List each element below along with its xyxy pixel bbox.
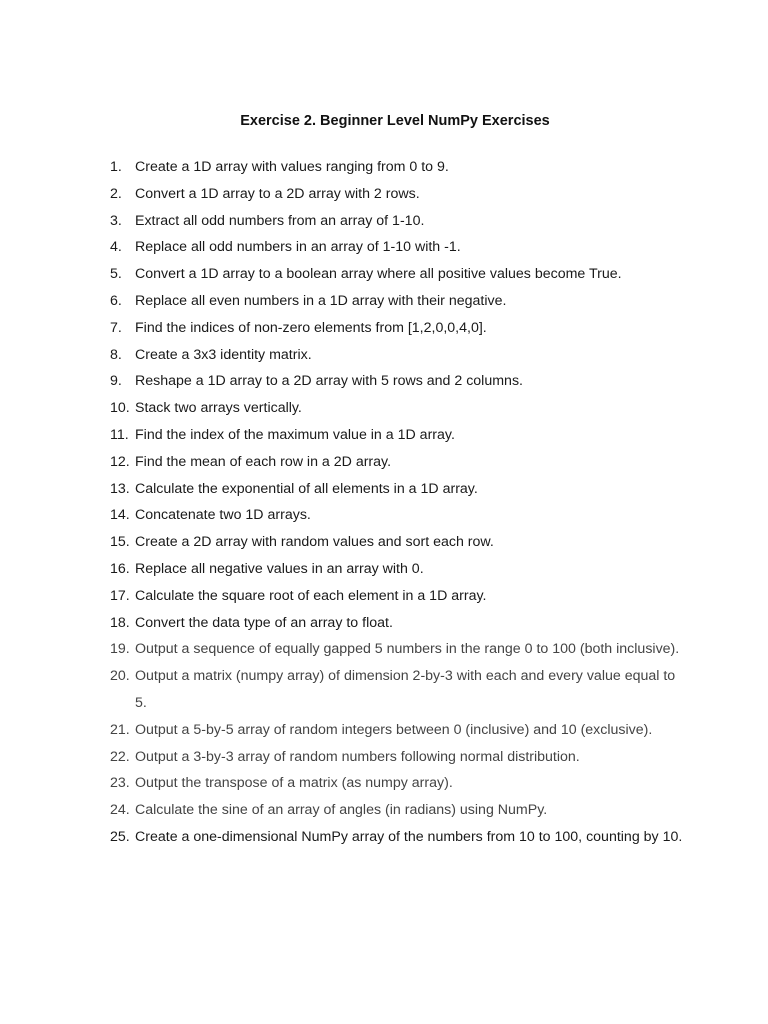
item-number: 24. (110, 802, 130, 819)
item-text: Reshape a 1D array to a 2D array with 5 rows and 2 columns. (135, 373, 523, 390)
item-text: Replace all even numbers in a 1D array with their negative. (135, 292, 507, 309)
list-item (110, 610, 690, 637)
item-number: 16. (110, 560, 130, 577)
item-text: Output the transpose of a matrix (as numpy array). (135, 775, 453, 792)
item-text: Output a sequence of equally gapped 5 numbers in the range 0 to 100 (both inclusive). (135, 641, 680, 658)
list-item (110, 315, 690, 342)
list-item (110, 422, 690, 449)
item-number: 6. (110, 292, 122, 309)
item-number: 18. (110, 614, 130, 631)
item-number: 13. (110, 480, 130, 497)
item-number: 2. (110, 185, 122, 202)
item-number: 9. (110, 373, 122, 390)
list-item (110, 717, 690, 744)
item-text: Convert a 1D array to a 2D array with 2 rows. (135, 185, 420, 202)
item-text: Create a 2D array with random values and sort each row. (135, 534, 494, 551)
list-item (110, 744, 690, 771)
item-number: 3. (110, 212, 122, 229)
item-number: 4. (110, 239, 122, 256)
item-number: 11. (110, 426, 129, 443)
item-text: Replace all negative values in an array with 0. (135, 560, 424, 577)
list-item (110, 342, 690, 369)
exercise-list (110, 154, 690, 851)
item-number: 22. (110, 748, 130, 765)
item-text: Create a one-dimensional NumPy array of the numbers from 10 to 100, counting by 10. (135, 828, 683, 845)
item-text: Create a 3x3 identity matrix. (135, 346, 312, 363)
item-number: 5. (110, 266, 122, 283)
list-item (110, 663, 690, 717)
item-number: 21. (110, 721, 130, 738)
item-number: 20. (110, 668, 130, 685)
item-text: Concatenate two 1D arrays. (135, 507, 311, 524)
item-number: 25. (110, 828, 130, 845)
list-item (110, 261, 690, 288)
item-text: Find the index of the maximum value in a 1D array. (135, 426, 455, 443)
list-item (110, 234, 690, 261)
page-title: Exercise 2. Beginner Level NumPy Exercises (240, 113, 550, 129)
item-text: Calculate the exponential of all elements in a 1D array. (135, 480, 478, 497)
list-item (110, 583, 690, 610)
item-text: Replace all odd numbers in an array of 1-10 with -1. (135, 239, 461, 256)
item-text: Find the mean of each row in a 2D array. (135, 453, 392, 470)
item-text: Extract all odd numbers from an array of 1-10. (135, 212, 425, 229)
item-text: Convert a 1D array to a boolean array where all positive values become True. (135, 266, 622, 283)
list-item (110, 154, 690, 181)
item-number: 7. (110, 319, 122, 336)
list-item (110, 288, 690, 315)
list-item (110, 208, 690, 235)
list-item (110, 368, 690, 395)
item-number: 15. (110, 534, 130, 551)
item-number: 1. (110, 159, 122, 175)
item-text: Calculate the square root of each element in a 1D array. (135, 587, 487, 604)
list-item (110, 476, 690, 503)
item-number: 17. (110, 587, 130, 604)
item-number: 10. (110, 400, 130, 417)
list-item (110, 797, 690, 824)
item-text: Output a 3-by-3 array of random numbers following normal distribution. (135, 748, 580, 765)
item-text: Stack two arrays vertically. (135, 400, 302, 417)
item-text: Convert the data type of an array to float. (135, 614, 393, 631)
item-text: Output a matrix (numpy array) of dimension 2-by-3 with each and every value equal to 5. (135, 668, 676, 711)
item-number: 8. (110, 346, 122, 363)
list-item (110, 556, 690, 583)
item-number: 19. (110, 641, 130, 658)
item-text: Output a 5-by-5 array of random integers between 0 (inclusive) and 10 (exclusive). (135, 721, 653, 738)
list-item (110, 770, 690, 797)
item-number: 12. (110, 453, 130, 470)
list-item (110, 502, 690, 529)
item-text: Calculate the sine of an array of angles (in radians) using NumPy. (135, 802, 548, 819)
list-item (110, 181, 690, 208)
item-number: 14. (110, 507, 130, 524)
item-text: Create a 1D array with values ranging from 0 to 9. (135, 159, 449, 175)
list-item (110, 395, 690, 422)
list-item (110, 529, 690, 556)
list-item (110, 449, 690, 476)
list-item (110, 824, 690, 851)
list-item (110, 636, 690, 663)
item-number: 23. (110, 775, 130, 792)
item-text: Find the indices of non-zero elements from [1,2,0,0,4,0]. (135, 319, 487, 336)
